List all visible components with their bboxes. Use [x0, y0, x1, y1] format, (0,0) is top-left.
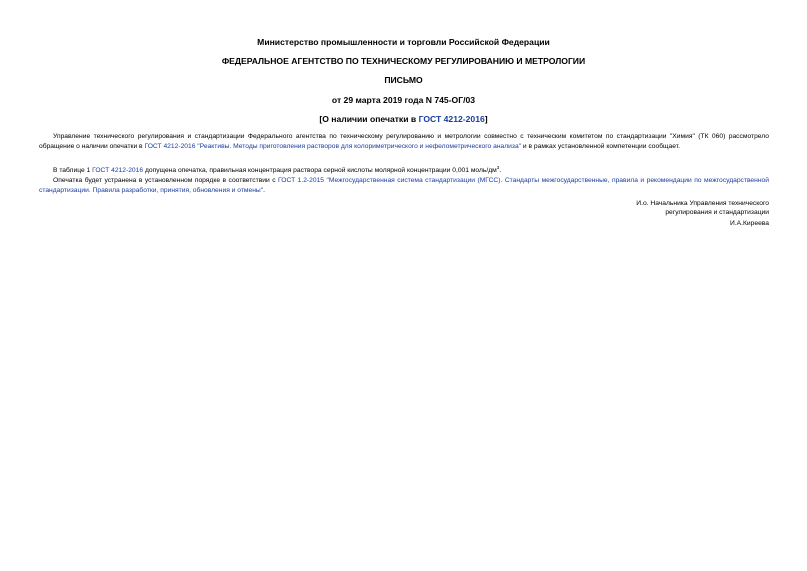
paragraph-typo-text-1: В таблице 1 — [53, 167, 93, 175]
ministry-heading: Министерство промышленности и торговли Российской Федерации — [257, 37, 550, 47]
subject-heading — [0, 114, 807, 125]
signatory-title-line-2: регулирования и стандартизации — [665, 209, 769, 216]
paragraph-correction — [39, 176, 769, 196]
gost-4212-title-link[interactable]: ГОСТ 4212-2016 "Реактивы. Методы приготовления растворов для колориметрического и нефелометрического анализа" — [144, 143, 522, 150]
paragraph-typo-text-2: допущена опечатка, правильная концентрация раствора серной кислоты молярной концентрации 0,001 моль/дм — [143, 167, 497, 175]
gost-4212-link[interactable]: ГОСТ 4212-2016 — [92, 167, 144, 175]
paragraph-appeal-text-1: Управление технического регулирования и стандартизации Федерального агентства по техническому регулированию и метрологии совместно с техническим комитетом по стандартизации "Химия" (ТК 060) рассмотрело обращение о наличии опечатки в — [39, 133, 769, 150]
agency-heading: ФЕДЕРАЛЬНОЕ АГЕНТСТВО ПО ТЕХНИЧЕСКОМУ РЕГУЛИРОВАНИЮ И МЕТРОЛОГИИ — [221, 56, 586, 66]
paragraph-typo — [39, 163, 769, 176]
signatory-name: И.А.Киреева — [730, 220, 769, 227]
signatory-title-line-1: И.о. Начальника Управления технического — [636, 200, 769, 207]
paragraph-typo-text-3: . — [499, 167, 502, 175]
paragraph-correction-text-2: . — [263, 187, 265, 194]
date-number-heading: от 29 марта 2019 года N 745-ОГ/03 — [331, 95, 476, 105]
subject-gost-link[interactable]: ГОСТ 4212-2016 — [418, 114, 485, 124]
paragraph-appeal-text-2: и в рамках установленной компетенции сообщает. — [521, 143, 680, 150]
subject-prefix: [О наличии опечатки в — [319, 114, 419, 124]
document-type-heading: ПИСЬМО — [384, 75, 423, 85]
paragraph-appeal — [39, 132, 769, 152]
cubic-superscript: 3 — [496, 165, 500, 170]
paragraph-correction-text-1: Опечатка будет устранена в установленном порядке в соответствии с — [53, 177, 279, 184]
subject-suffix: ] — [484, 114, 488, 124]
gost-1-2-link[interactable]: ГОСТ 1.2-2015 "Межгосударственная система стандартизации (МГСС). Стандарты межгосударственные, правила и рекомендации по межгосударственной стандартизации. Правила разработки, принятия, обновления и отмены" — [39, 177, 769, 194]
